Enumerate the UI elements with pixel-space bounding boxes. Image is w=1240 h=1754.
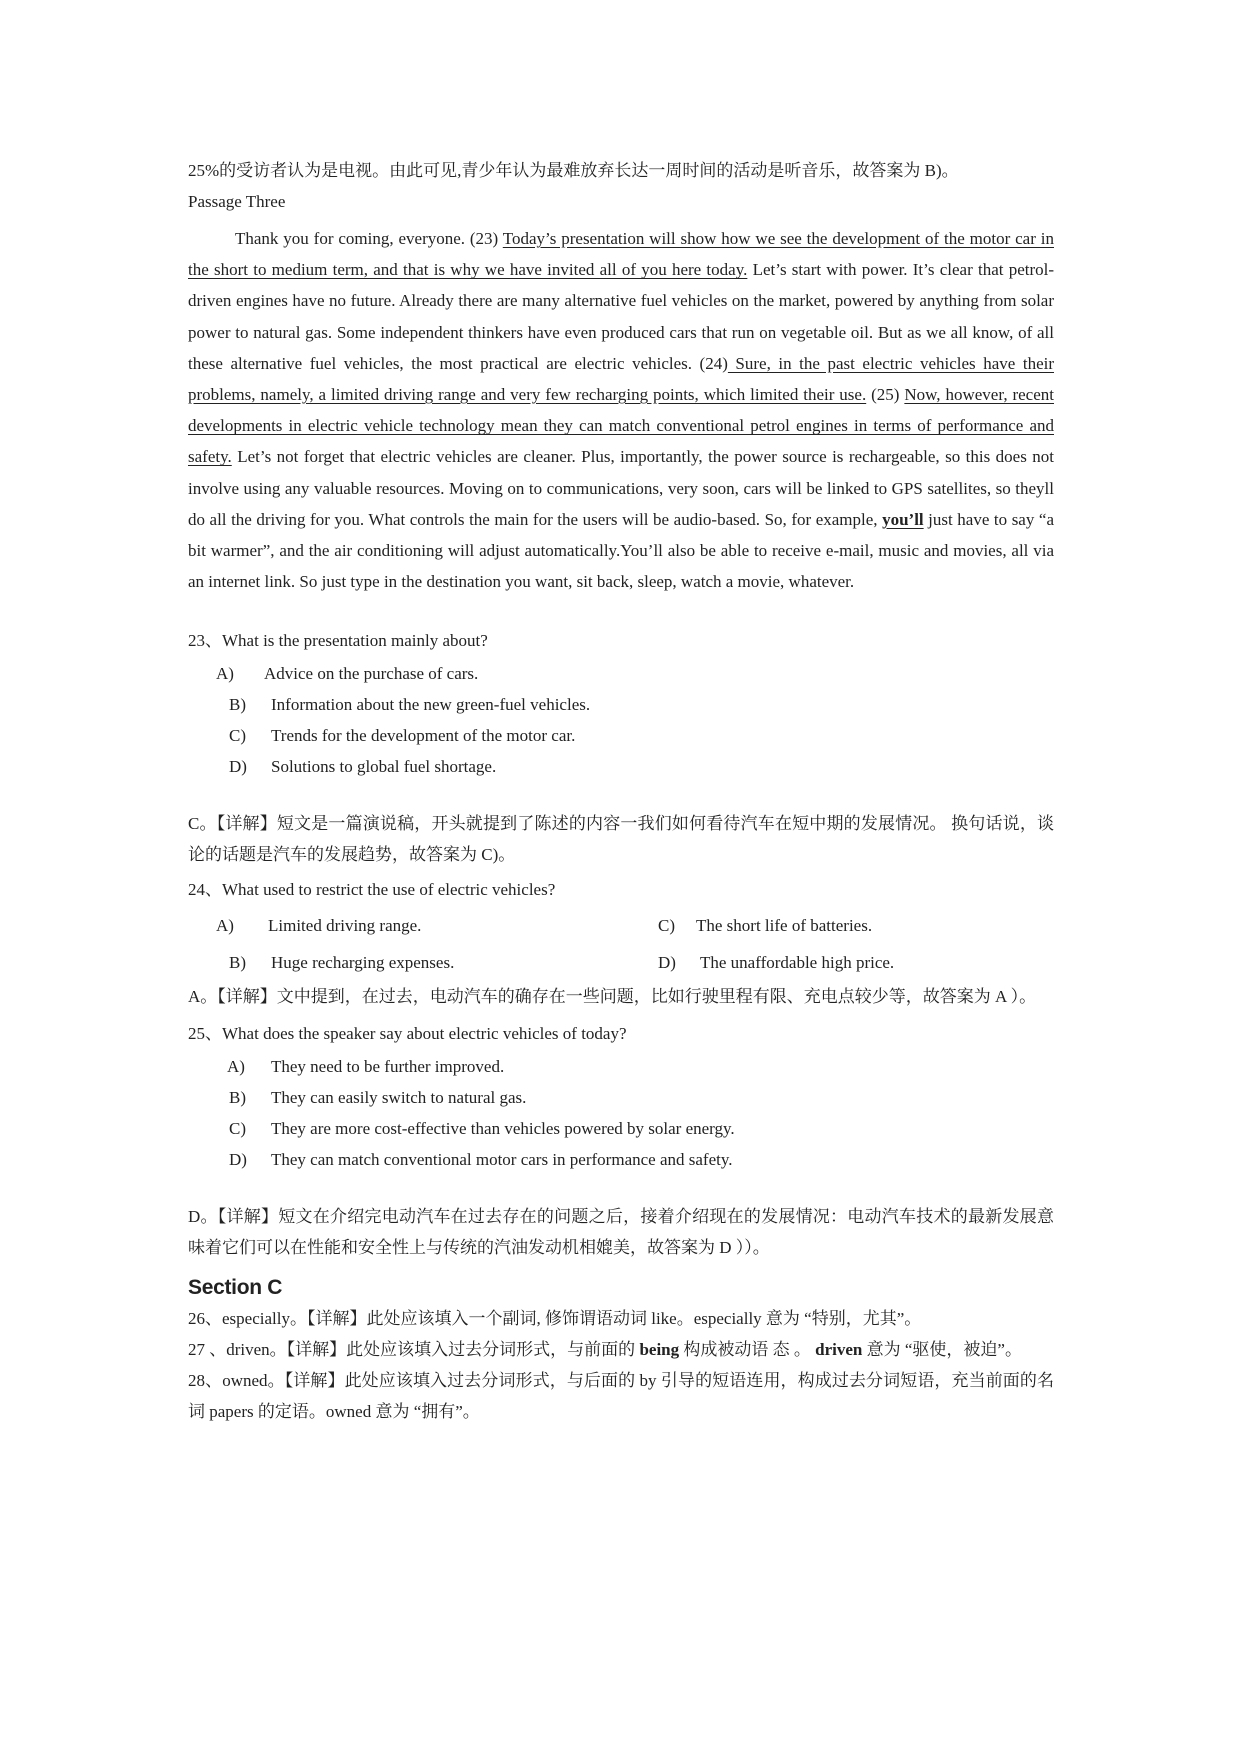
option-24-a [188, 907, 658, 944]
answer-27 [188, 1334, 1054, 1365]
section-c-title: Section C [188, 1276, 283, 1300]
underlined-sentence-25: Now, however, recent developments in electric vehicle technology mean they can match conventional petrol engines in terms of performance and safety. [188, 385, 1054, 467]
option-key: C) [658, 916, 675, 936]
option-text: They can easily switch to natural gas. [271, 1088, 527, 1108]
passage-segment: Let’s not forget that electric vehicles are cleaner. Plus, importantly, the power source is rechargeable, so this does not involve using any valuable resources. Moving on to communications, very soon, cars will be linked to GPS satellites, so theyll do all the driving for you. What controls the main for the users will be audio-based. So, for example, [188, 447, 1054, 529]
option-key: B) [229, 1088, 246, 1108]
answer-27-text: 意为 “驱使，被迫”。 [862, 1340, 1022, 1360]
option-23-c [188, 720, 1054, 751]
option-text: They are more cost-effective than vehicles powered by solar energy. [271, 1119, 735, 1139]
option-25-d [188, 1144, 1054, 1175]
option-key: C) [229, 1119, 246, 1139]
option-23-a [188, 658, 1054, 689]
option-24-d [658, 944, 1054, 981]
option-key: A) [216, 664, 234, 684]
option-25-b [188, 1082, 1054, 1113]
passage-title: Passage Three [188, 192, 286, 211]
option-text: They need to be further improved. [271, 1057, 505, 1077]
question-25: 25、What does the speaker say about electric vehicles of today? [188, 1024, 627, 1044]
option-text: Trends for the development of the motor car. [271, 726, 576, 746]
question-24: 24、What used to restrict the use of electric vehicles? [188, 880, 556, 900]
answer-25: D。【详解】短文在介绍完电动汽车在过去存在的问题之后，接着介绍现在的发展情况：电动汽车技术的最新发展意味着它们可以在性能和安全性上与传统的汽油发动机相媲美，故答案为 D ））。 [188, 1207, 1054, 1258]
option-text: Advice on the purchase of cars. [264, 664, 479, 684]
answer-27-text: 27 、driven。【详解】此处应该填入过去分词形式，与前面的 [188, 1340, 640, 1360]
answer-27-bold-driven: driven [815, 1340, 863, 1360]
option-23-d [188, 751, 1054, 782]
option-key: B) [229, 695, 246, 715]
option-23-b [188, 689, 1054, 720]
options-24 [188, 907, 1054, 981]
option-24-c [658, 907, 1054, 944]
option-text: Limited driving range. [268, 916, 422, 936]
option-key: D) [658, 953, 676, 973]
question-23: 23、What is the presentation mainly about? [188, 631, 488, 651]
option-25-a [188, 1051, 1054, 1082]
underlined-word: you’ll [882, 509, 924, 529]
option-key: D) [229, 757, 247, 777]
underlined-sentence-24: Sure, in the past electric vehicles have their problems, namely, a limited driving range and very few recharging points, which limited their use. [188, 353, 1054, 405]
answer-27-bold-being: being [639, 1340, 680, 1360]
passage-segment: just have to say “a bit warmer”, and the air conditioning will adjust automatically.You’ll also be able to receive e-mail, music and movies, all via an internet link. So just type in the destination you want, sit back, sleep, watch a movie, whatever. [188, 509, 1054, 592]
option-text: The short life of batteries. [696, 916, 873, 936]
passage-segment: (25) [866, 385, 905, 405]
option-24-b [188, 944, 658, 981]
option-25-c [188, 1113, 1054, 1144]
answer-27-text: 构成被动语 态 。 [679, 1340, 816, 1360]
intro-line: 25%的受访者认为是电视。由此可见,青少年认为最难放弃长达一周时间的活动是听音乐，故答案为 B)。 [188, 161, 959, 180]
option-text: The unaffordable high price. [700, 953, 895, 973]
answer-24: A。【详解】文中提到，在过去，电动汽车的确存在一些问题，比如行驶里程有限、充电点较少等，故答案为 A ）。 [188, 987, 1037, 1007]
option-text: Information about the new green-fuel vehicles. [271, 695, 591, 715]
answer-26: 26、especially。【详解】此处应该填入一个副词, 修饰谓语动词 like。especially 意为 “特别，尤其”。 [188, 1309, 922, 1329]
option-key: D) [229, 1150, 247, 1170]
passage-segment: Thank you for coming, everyone. (23) [235, 229, 503, 248]
option-text: They can match conventional motor cars in performance and safety. [271, 1150, 733, 1170]
document-page [188, 155, 1054, 1427]
option-key: A) [227, 1057, 245, 1077]
option-text: Solutions to global fuel shortage. [271, 757, 497, 777]
answer-28: 28、owned。【详解】此处应该填入过去分词形式，与后面的 by 引导的短语连用，构成过去分词短语，充当前面的名词 papers 的定语。owned 意为 “拥有”。 [188, 1371, 1054, 1422]
option-key: A) [216, 916, 234, 936]
option-text: Huge recharging expenses. [271, 953, 455, 973]
passage-segment: Let’s start with power. It’s clear that petrol-driven engines have no future. Already there are many alternative fuel vehicles on the market, powered by anything from solar power to natural gas. Some independent thinkers have even produced cars that run on vegetable oil. But as we all know, of all these alternative fuel vehicles, the most practical are electric vehicles. (24) [188, 260, 1055, 373]
answer-23: C。【详解】短文是一篇演说稿，开头就提到了陈述的内容一我们如何看待汽车在短中期的发展情况。 换句话说，谈论的话题是汽车的发展趋势，故答案为 C)。 [188, 814, 1054, 865]
underlined-sentence-23: Today’s presentation will show how we see the development of the motor car in the short to medium term, and that is why we have invited all of you here today. [188, 229, 1054, 280]
option-key: B) [229, 953, 246, 973]
option-key: C) [229, 726, 246, 746]
passage-text [188, 223, 1054, 597]
